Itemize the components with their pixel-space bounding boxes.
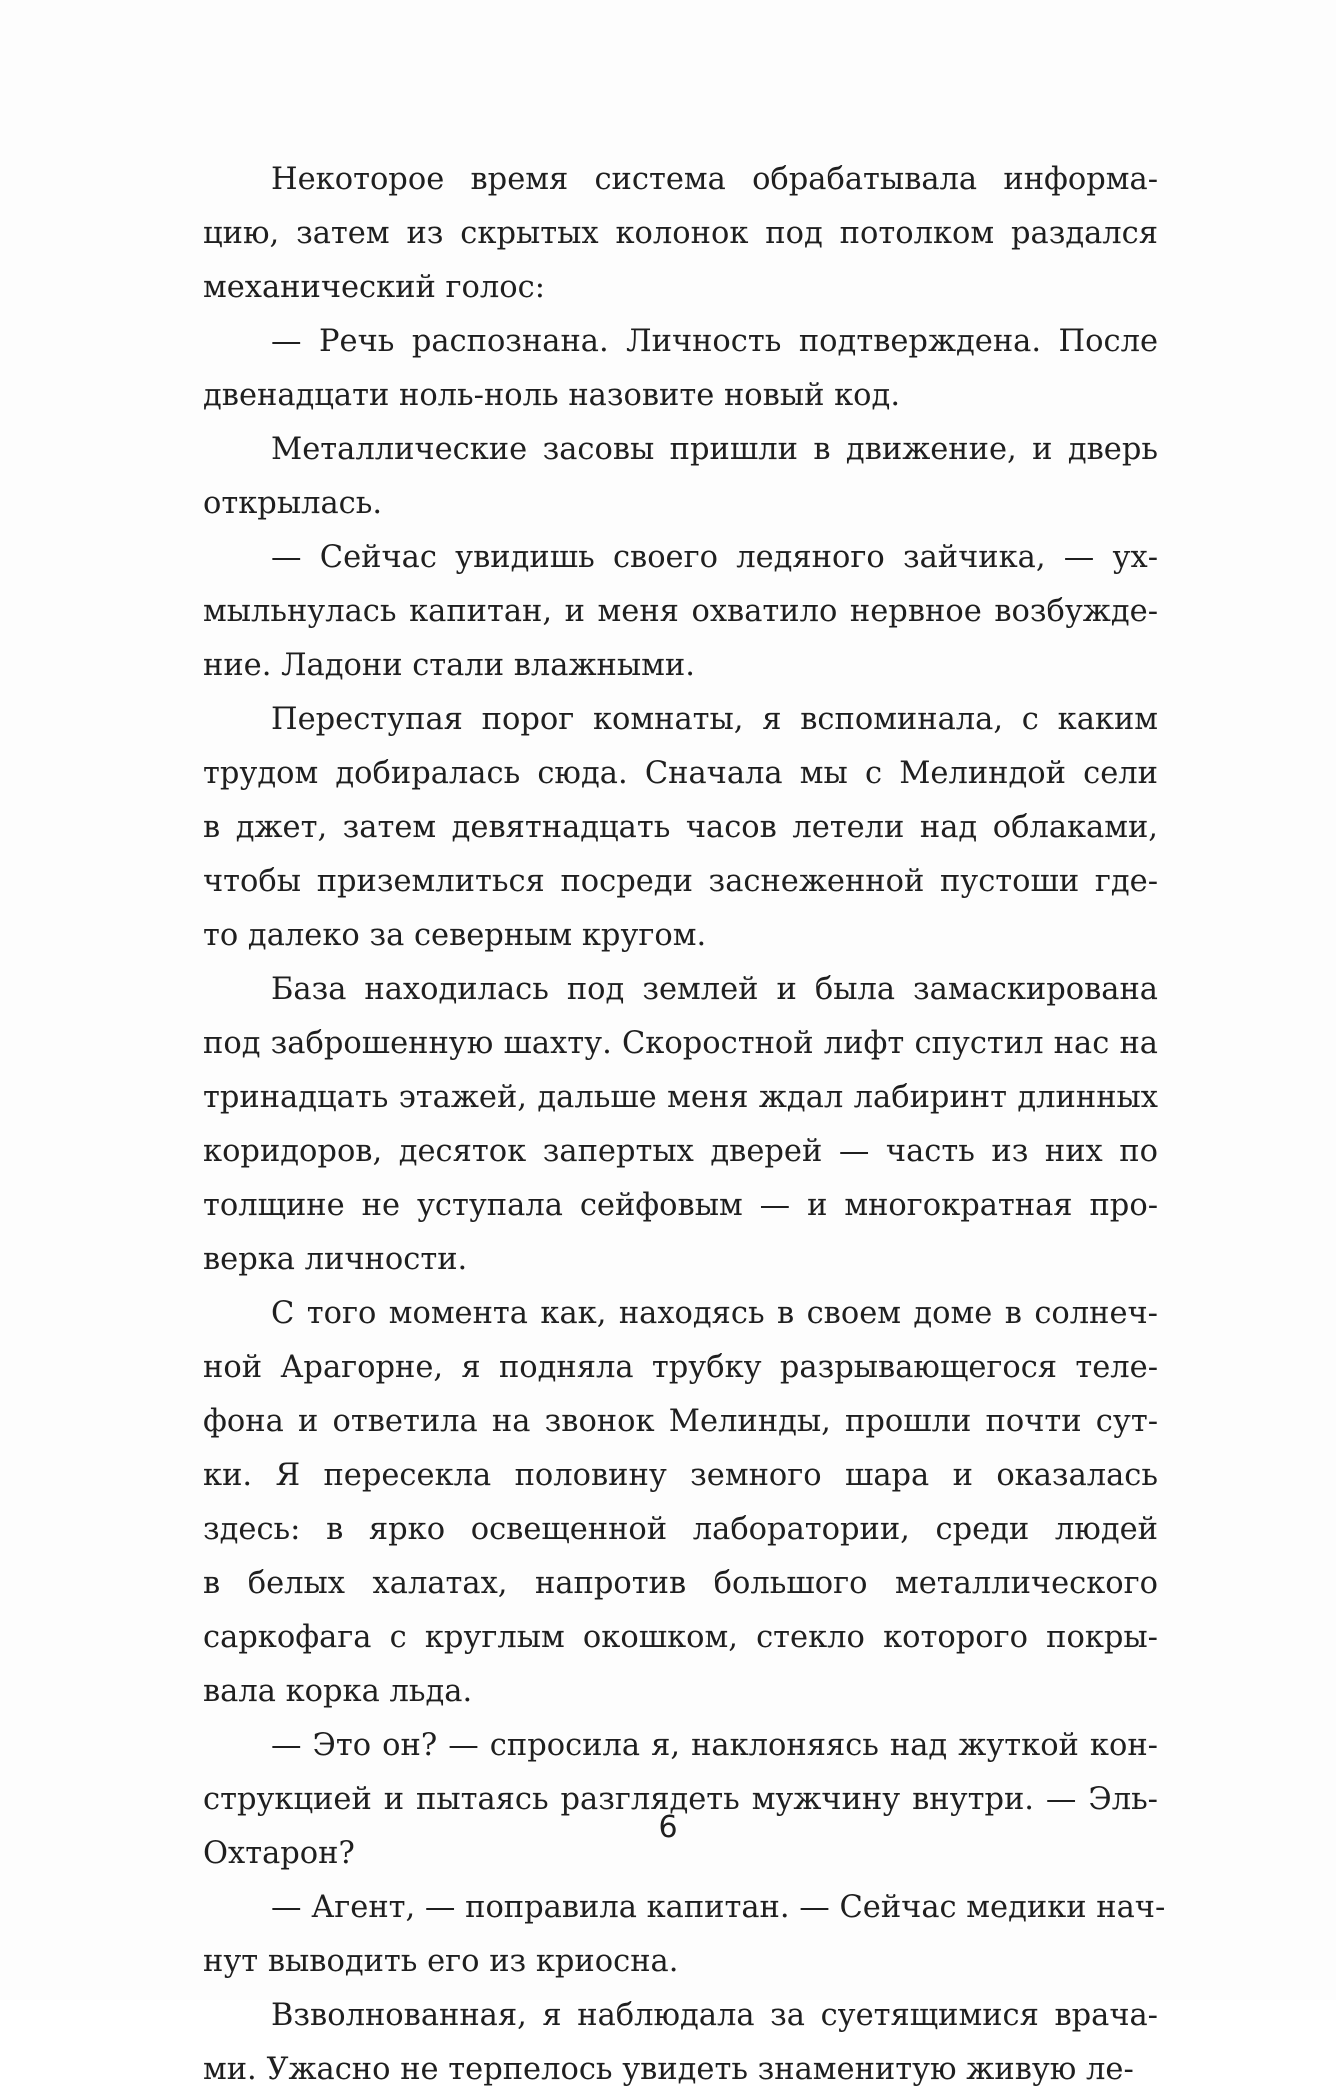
text-line: ной Арагорне, я подняла трубку разрывающегося теле- bbox=[203, 1350, 1158, 1385]
text-line: ки. Я пересекла половину земного шара и оказалась bbox=[203, 1458, 1158, 1493]
text-line: нут выводить его из криосна. bbox=[203, 1944, 679, 1979]
text-line: — Сейчас увидишь своего ледяного зайчика, — ух- bbox=[271, 540, 1158, 575]
text-line: С того момента как, находясь в своем доме в солнеч- bbox=[271, 1296, 1158, 1331]
paragraph bbox=[203, 1287, 1158, 1719]
text-line: цию, затем из скрытых колонок под потолком раздался bbox=[203, 216, 1158, 251]
paragraph bbox=[203, 963, 1158, 1287]
text-line: коридоров, десяток запертых дверей — часть из них по bbox=[203, 1134, 1158, 1169]
text-line: механический голос: bbox=[203, 270, 545, 305]
text-line: трудом добиралась сюда. Сначала мы с Мелиндой сели bbox=[203, 756, 1158, 791]
page-body-text bbox=[203, 153, 1166, 2097]
text-line: мыльнулась капитан, и меня охватило нервное возбужде- bbox=[203, 594, 1158, 629]
text-line: фона и ответила на звонок Мелинды, прошли почти сут- bbox=[203, 1404, 1158, 1439]
paragraph bbox=[203, 693, 1158, 963]
text-line: открылась. bbox=[203, 486, 383, 521]
paragraph bbox=[203, 1989, 1158, 2097]
text-line: — Это он? — спросила я, наклоняясь над жуткой кон- bbox=[271, 1728, 1158, 1763]
page-number: 6 bbox=[658, 1810, 678, 1845]
paragraph bbox=[203, 531, 1158, 693]
text-line: Некоторое время система обрабатывала информа- bbox=[271, 162, 1158, 197]
text-line: — Речь распознана. Личность подтверждена. После bbox=[271, 324, 1158, 359]
text-line: База находилась под землей и была замаскирована bbox=[271, 972, 1158, 1007]
text-line: Металлические засовы пришли в движение, и дверь bbox=[271, 432, 1158, 467]
text-line: ние. Ладони стали влажными. bbox=[203, 648, 695, 683]
text-line: тринадцать этажей, дальше меня ждал лабиринт длинных bbox=[203, 1080, 1158, 1115]
text-line: Переступая порог комнаты, я вспоминала, с каким bbox=[271, 702, 1158, 737]
paragraph bbox=[203, 153, 1158, 315]
text-line: в белых халатах, напротив большого металлического bbox=[203, 1566, 1158, 1601]
text-line: саркофага с круглым окошком, стекло которого покры- bbox=[203, 1620, 1158, 1655]
text-line: двенадцати ноль-ноль назовите новый код. bbox=[203, 378, 901, 413]
text-line: вала корка льда. bbox=[203, 1674, 473, 1709]
paragraph bbox=[203, 315, 1158, 423]
text-line: здесь: в ярко освещенной лаборатории, среди людей bbox=[203, 1512, 1158, 1547]
text-line: в джет, затем девятнадцать часов летели над облаками, bbox=[203, 810, 1158, 845]
text-line: — Агент, — поправила капитан. — Сейчас медики нач- bbox=[271, 1890, 1166, 1925]
paragraph bbox=[203, 1719, 1158, 1881]
text-line: то далеко за северным кругом. bbox=[203, 918, 707, 953]
text-line: ми. Ужасно не терпелось увидеть знаменитую живую ле- bbox=[203, 2052, 1134, 2087]
paragraph bbox=[203, 1881, 1166, 1989]
text-line: толщине не уступала сейфовым — и многократная про- bbox=[203, 1188, 1158, 1223]
text-line: верка личности. bbox=[203, 1242, 468, 1277]
paragraph bbox=[203, 423, 1158, 531]
text-line: под заброшенную шахту. Скоростной лифт спустил нас на bbox=[203, 1026, 1158, 1061]
text-line: чтобы приземлиться посреди заснеженной пустоши где- bbox=[203, 864, 1158, 899]
text-line: Охтарон? bbox=[203, 1836, 355, 1871]
text-line: струкцией и пытаясь разглядеть мужчину внутри. — Эль- bbox=[203, 1782, 1158, 1817]
text-line: Взволнованная, я наблюдала за суетящимися врача- bbox=[271, 1998, 1158, 2033]
